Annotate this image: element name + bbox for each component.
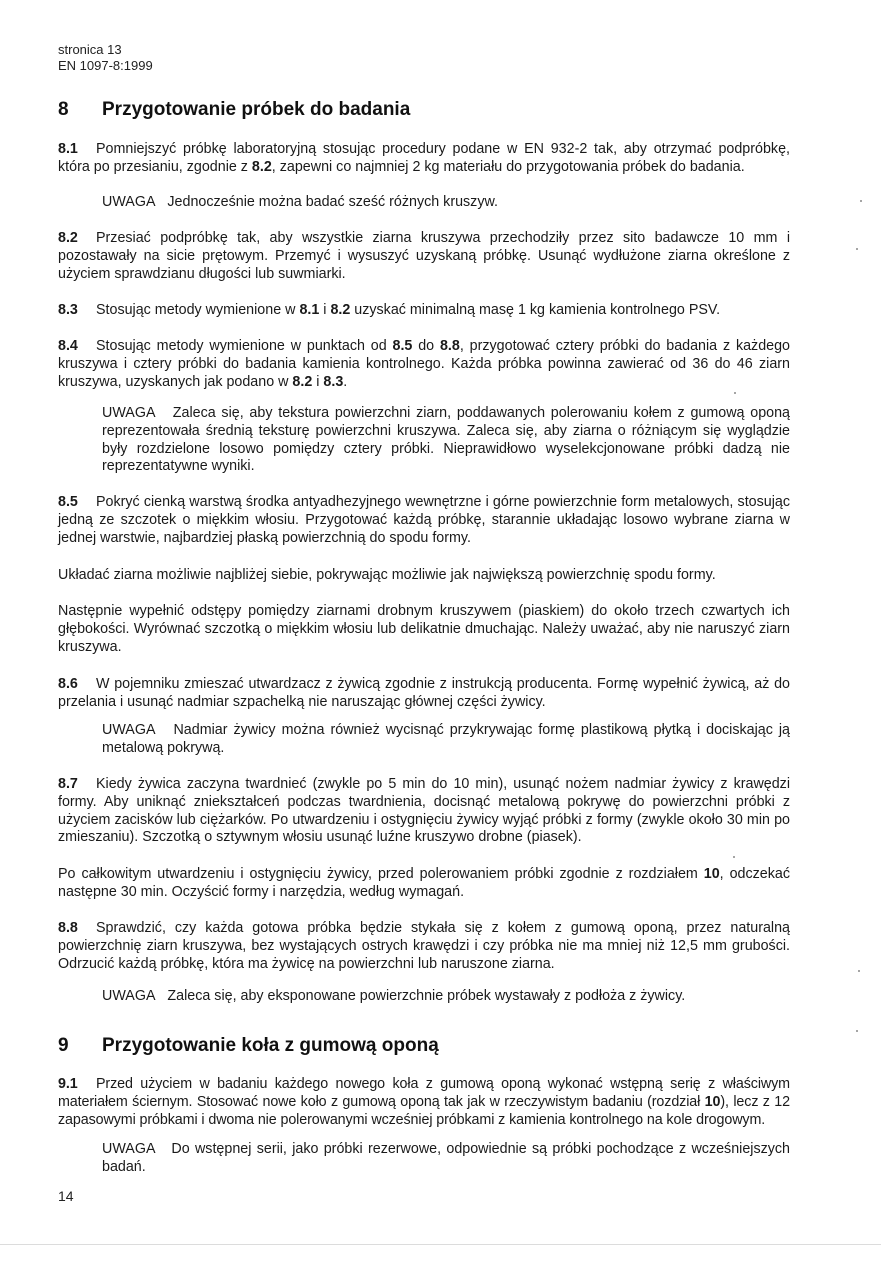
clause-ref: 8.2 xyxy=(330,302,351,318)
scan-speck xyxy=(856,248,858,250)
page-header xyxy=(58,42,153,74)
note-label: UWAGA xyxy=(102,405,156,421)
note-text: Jednocześnie można badać sześć różnych kruszyw. xyxy=(167,194,498,210)
clause-number: 8.2 xyxy=(58,230,78,246)
note-3 xyxy=(102,722,790,758)
clause-text: Sprawdzić, czy każda gotowa próbka będzie stykała się z kołem z gumową oponą, przez naturalną powierzchnię ziarn kruszywa, bez wystających ostrych krawędzi i czy próbka nie ma mniej niż 12,5 mm grubości. Odrzucić każdą próbkę, która ma żywicę na powierzchni lub naruszone ziarna. xyxy=(58,920,790,972)
clause-ref: 8.5 xyxy=(392,338,413,354)
clause-number: 8.8 xyxy=(58,920,78,936)
clause-number: 9.1 xyxy=(58,1076,78,1092)
note-label: UWAGA xyxy=(102,988,156,1004)
clause-number: 8.6 xyxy=(58,676,78,692)
section-title: Przygotowanie próbek do badania xyxy=(102,99,411,120)
clause-text: uzyskać minimalną masę 1 kg kamienia kontrolnego PSV. xyxy=(350,302,721,318)
clause-text: Przed użyciem w badaniu każdego nowego koła z gumową oponą wykonać wstępną serię z właściwym materiałem ściernym. Stosować nowe koło z gumową oponą tak jak w rzeczywistym badaniu (rozdział xyxy=(58,1076,790,1110)
clause-ref: 8.1 xyxy=(299,302,320,318)
clause-ref: 10 xyxy=(703,866,720,882)
clause-text: Pokryć cienką warstwą środka antyadhezyjnego wewnętrzne i górne powierzchnie form metalowych, stosując jedną ze szczotek o miękkim włosiu. Przygotować każdą próbkę, starannie układając losowo wybrane ziarna w jednej warstwie, najbardziej płaską powierzchnią do spodu formy. xyxy=(58,494,790,546)
clause-ref: 8.8 xyxy=(439,338,460,354)
note-label: UWAGA xyxy=(102,722,156,738)
note-label: UWAGA xyxy=(102,194,156,210)
paragraph-8-7-cont xyxy=(58,866,790,902)
scan-speck xyxy=(856,1030,858,1032)
clause-ref: 8.3 xyxy=(323,373,344,390)
note-2 xyxy=(102,405,790,476)
clause-number: 8.3 xyxy=(58,302,78,318)
clause-number: 8.4 xyxy=(58,338,78,354)
clause-text: Kiedy żywica zaczyna twardnieć (zwykle po 5 min do 10 min), usunąć nożem nadmiar żywicy z krawędzi formy. Aby uniknąć zniekształceń podczas twardnienia, docisnąć metalową pokrywę do powierzchni próbki z użyciem zacisków lub ciężarków. Po utwardzeniu i ostygnięciu żywicy wyjąć próbki z formy (zwykle około 30 min po zmieszaniu). Szczotką o sztywnym włosiu usunąć luźne kruszywo drobne (piasek). xyxy=(58,776,790,846)
note-1 xyxy=(102,194,790,212)
paragraph-8-7 xyxy=(58,776,790,847)
clause-text: , odczekać następne 30 min. Oczyścić formy i narzędzia, według wymagań. xyxy=(58,866,791,900)
page-number: 14 xyxy=(58,1188,74,1204)
scan-speck xyxy=(733,856,735,858)
paragraph-8-5 xyxy=(58,494,790,547)
clause-number: 8.7 xyxy=(58,776,78,792)
clause-ref: 8.2 xyxy=(292,373,313,390)
clause-text: ), lecz z 12 zapasowymi próbkami i dwoma nie polerowanymi wcześniej próbkami z kamienia kontrolnego na kole drogowym. xyxy=(58,1093,790,1128)
note-text: Zaleca się, aby tekstura powierzchni ziarn, poddawanych polerowaniu kołem z gumową oponą reprezentowała średnią teksturę powierzchni kruszywa. Zaleca się, aby ziarna o różniącym się wyglądzie były rozdzielone losowo pomiędzy cztery próbki. Nieprawidłowo wyselekcjonowane próbki dadzą nie reprezentatywne wyniki. xyxy=(102,405,791,475)
section-9-heading xyxy=(58,1035,439,1057)
paragraph-8-6 xyxy=(58,676,790,712)
note-text: Nadmiar żywicy można również wycisnąć przykrywając formę plastikową płytką i dociskając ją metalową pokrywą. xyxy=(102,722,790,756)
section-number: 8 xyxy=(58,99,69,120)
note-4 xyxy=(102,988,790,1006)
standard-id: EN 1097-8:1999 xyxy=(58,58,153,73)
paragraph-8-3 xyxy=(58,302,790,320)
note-text: Zaleca się, aby eksponowane powierzchnie próbek wystawały z podłoża z żywicy. xyxy=(167,988,686,1004)
paragraph-8-8 xyxy=(58,920,790,973)
clause-text: . xyxy=(343,373,348,390)
page-label: stronica 13 xyxy=(58,42,122,57)
clause-ref: 10 xyxy=(704,1093,721,1110)
paragraph-8-4 xyxy=(58,338,790,391)
clause-ref: 8.2 xyxy=(251,158,272,175)
section-8-heading xyxy=(58,99,410,121)
clause-text: i xyxy=(312,373,324,390)
clause-number: 8.1 xyxy=(58,141,78,157)
paragraph-9-1 xyxy=(58,1076,790,1129)
clause-text: Po całkowitym utwardzeniu i ostygnięciu żywicy, przed polerowaniem próbki zgodnie z rozdziałem xyxy=(58,866,704,882)
scan-speck xyxy=(860,200,862,202)
clause-text: Pomniejszyć próbkę laboratoryjną stosując procedury podane w EN 932-2 tak, aby otrzymać podpróbkę, która po przesianiu, zgodnie z xyxy=(58,141,790,175)
paragraph-8-2 xyxy=(58,230,790,283)
note-5 xyxy=(102,1141,790,1177)
clause-text: W pojemniku zmieszać utwardzacz z żywicą zgodnie z instrukcją producenta. Formę wypełnić żywicą, aż do przelania i usunąć nadmiar szpachelką nie naruszając głównej części żywicy. xyxy=(58,676,790,710)
paragraph-8-5-cont-1: Układać ziarna możliwie najbliżej siebie, pokrywając możliwie jak największą powierzchnię spodu formy. xyxy=(58,567,716,583)
section-title: Przygotowanie koła z gumową oponą xyxy=(102,1035,439,1056)
note-text: Do wstępnej serii, jako próbki rezerwowe, odpowiednie są próbki pochodzące z wcześniejszych badań. xyxy=(102,1141,790,1175)
clause-text: Stosując metody wymienione w xyxy=(96,302,300,318)
clause-number: 8.5 xyxy=(58,494,78,510)
clause-text: , zapewni co najmniej 2 kg materiału do przygotowania próbek do badania. xyxy=(271,158,745,175)
scan-speck xyxy=(734,392,736,394)
note-label: UWAGA xyxy=(102,1141,156,1157)
paragraph-8-5-cont-2: Następnie wypełnić odstępy pomiędzy ziarnami drobnym kruszywem (piaskiem) do około trzech czwartych ich głębokości. Wyrównać szczotką o miękkim włosiu lub delikatnie dmuchając. Należy uważać, aby nie naruszyć ziarn kruszywa. xyxy=(58,603,790,655)
clause-text: do xyxy=(412,338,440,354)
clause-text: Przesiać podpróbkę tak, aby wszystkie ziarna kruszywa przechodziły przez sito badawcze 10 mm i pozostawały na sicie prętowym. Przemyć i wysuszyć uzyskaną próbkę. Usunąć wydłużone ziarna określone z użyciem sprawdzianu długości lub suwmiarki. xyxy=(58,230,790,282)
scan-speck xyxy=(858,970,860,972)
paragraph-8-1 xyxy=(58,141,790,177)
clause-text: , przygotować cztery próbki do badania z każdego kruszywa i cztery próbki do badania kamienia kontrolnego. Każda próbka powinna zawierać od 36 do 46 ziarn kruszywa, uzyskanych jak podano w xyxy=(58,338,791,390)
section-number: 9 xyxy=(58,1035,69,1056)
clause-text: i xyxy=(319,302,331,318)
scan-edge-line xyxy=(0,1244,881,1245)
clause-text: Stosując metody wymienione w punktach od xyxy=(96,338,393,354)
